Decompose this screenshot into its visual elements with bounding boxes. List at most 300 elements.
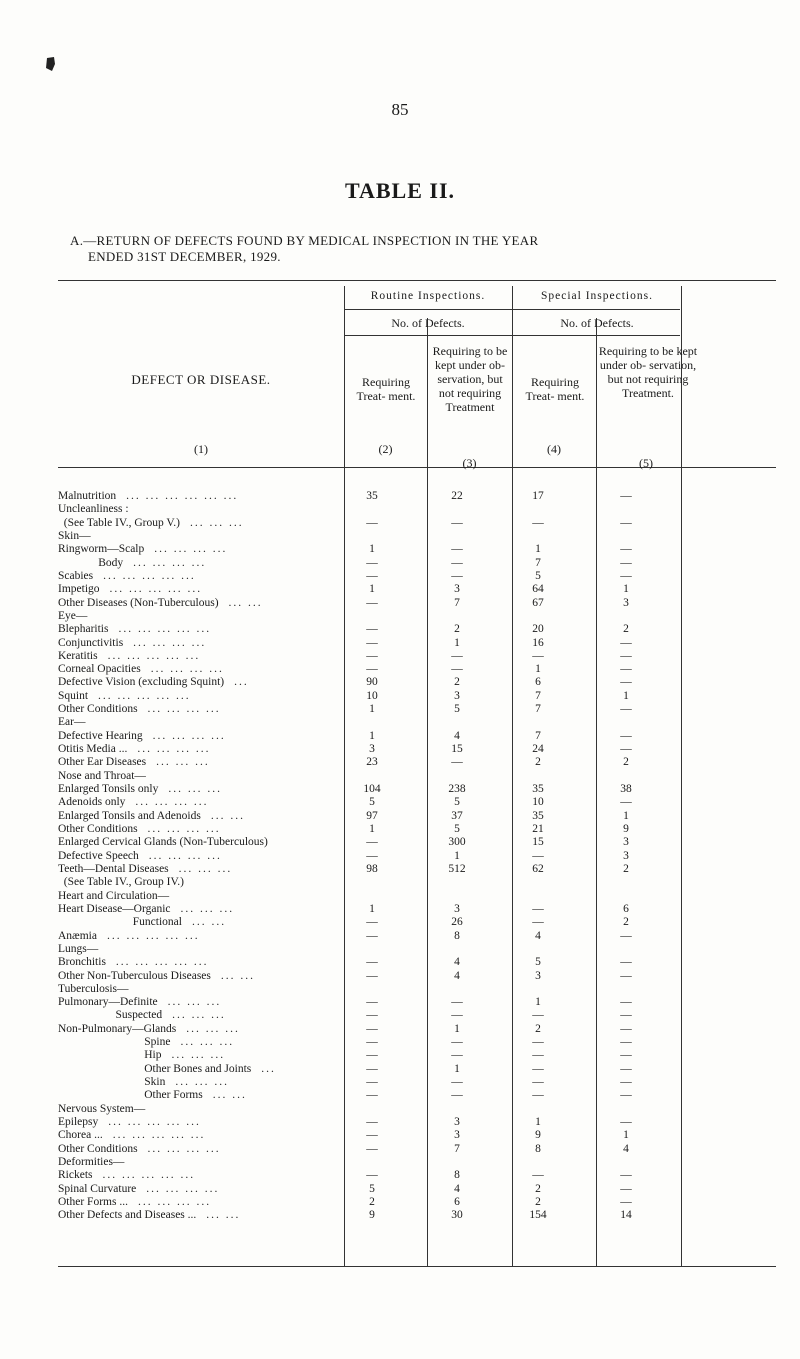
row-label-text: Other Diseases (Non-Tuberculous) xyxy=(58,596,219,609)
cell-col3: 3 xyxy=(454,1116,460,1129)
cell-col3: 8 xyxy=(454,929,460,942)
row-label-text: Tuberculosis— xyxy=(58,982,129,995)
col4-header: Requiring Treat- ment. xyxy=(525,375,585,403)
row-label xyxy=(58,1049,225,1061)
leader-dots: ... ... xyxy=(220,969,256,982)
cell-col4: 1 xyxy=(535,663,541,676)
row-label-text: Other Forms ... xyxy=(58,1195,128,1208)
leader-dots: ... ... ... ... ... xyxy=(115,956,209,969)
row-label-text: (See Table IV., Group V.) xyxy=(58,516,180,529)
cell-col2: 1 xyxy=(369,729,375,742)
table-row xyxy=(0,597,800,610)
row-label xyxy=(58,1143,221,1155)
cell-col4: 2 xyxy=(535,1022,541,1035)
cell-col2: 1 xyxy=(369,583,375,596)
leader-dots: ... ... ... ... xyxy=(147,1142,221,1155)
leader-dots: ... ... xyxy=(228,596,263,609)
leader-dots: ... ... ... ... xyxy=(135,796,209,809)
col2-header: Requiring Treat- ment. xyxy=(356,375,416,403)
cell-col2: 1 xyxy=(369,902,375,915)
leader-dots: ... ... ... xyxy=(167,996,222,1009)
cell-col4: — xyxy=(532,1062,544,1075)
cell-col4: 8 xyxy=(535,1142,541,1155)
table-row xyxy=(0,1023,800,1036)
row-label-text: Ringworm—Scalp xyxy=(58,543,145,556)
cell-col3: — xyxy=(451,663,463,676)
cell-col3: 4 xyxy=(454,1182,460,1195)
row-label xyxy=(58,1076,229,1088)
cell-col3: — xyxy=(451,569,463,582)
cell-col5: — xyxy=(620,729,632,742)
col1-number: (1) xyxy=(194,442,208,456)
row-label-text: Impetigo xyxy=(58,583,100,596)
leader-dots: ... ... ... xyxy=(186,1022,240,1035)
leader-dots: ... ... ... ... ... xyxy=(102,1169,196,1182)
row-label xyxy=(58,650,200,662)
cell-col2: — xyxy=(366,1009,378,1022)
page-title: TABLE II. xyxy=(344,178,456,203)
col4-number: (4) xyxy=(547,442,561,456)
cell-col2: 1 xyxy=(369,543,375,556)
table-row xyxy=(0,810,800,823)
cell-col3: 1 xyxy=(454,1062,460,1075)
cell-col4: 7 xyxy=(535,729,541,742)
leader-dots: ... ... ... ... xyxy=(133,556,207,569)
cell-col2: — xyxy=(366,1036,378,1049)
row-label xyxy=(58,503,129,515)
cell-col5: — xyxy=(620,1036,632,1049)
row-label-text: Malnutrition xyxy=(58,490,117,502)
row-label-text: Uncleanliness : xyxy=(58,503,129,516)
leader-dots: ... ... ... xyxy=(180,902,235,915)
table-row xyxy=(0,1089,800,1102)
leader-dots: ... ... ... xyxy=(180,1036,235,1049)
table-row xyxy=(0,850,800,863)
row-label-text: Other Conditions xyxy=(58,703,138,716)
table-row xyxy=(0,690,800,703)
table-row xyxy=(0,770,800,783)
row-label-text: Enlarged Tonsils only xyxy=(58,783,159,796)
row-label-text: Other Conditions xyxy=(58,823,138,835)
cell-col5: — xyxy=(620,1009,632,1022)
row-label-text: Epilepsy xyxy=(58,1116,99,1129)
cell-col5: 6 xyxy=(623,902,629,915)
defects-sub-rule-routine xyxy=(344,335,512,336)
page-number: 85 xyxy=(391,100,409,119)
table-row xyxy=(0,863,800,876)
row-label xyxy=(58,610,87,622)
table-row xyxy=(0,1076,800,1089)
leader-dots: ... xyxy=(234,676,249,689)
leader-dots: ... ... ... ... ... xyxy=(103,569,196,582)
cell-col2: — xyxy=(366,849,378,862)
leader-dots: ... ... ... ... xyxy=(146,1182,220,1195)
table-row xyxy=(0,1143,800,1156)
leader-dots: ... ... ... ... xyxy=(152,729,226,742)
table-row xyxy=(0,716,800,729)
row-label-text: Blepharitis xyxy=(58,623,109,636)
table-row xyxy=(0,983,800,996)
leader-dots: ... ... ... ... xyxy=(147,823,221,835)
row-label xyxy=(58,783,222,795)
row-label xyxy=(58,676,249,688)
cell-col2: 104 xyxy=(363,783,381,796)
cell-col5: — xyxy=(620,969,632,982)
row-label xyxy=(58,716,85,728)
row-label xyxy=(58,1116,201,1128)
cell-col3: — xyxy=(451,996,463,1009)
row-label xyxy=(58,1169,195,1181)
cell-col5: 1 xyxy=(623,809,629,822)
row-label xyxy=(58,703,221,715)
cell-col4: 17 xyxy=(532,490,544,502)
cell-col4: — xyxy=(532,1089,544,1102)
cell-col2: — xyxy=(366,996,378,1009)
cell-col5: — xyxy=(620,1182,632,1195)
row-label xyxy=(58,1089,247,1101)
table-row xyxy=(0,823,800,836)
row-label xyxy=(58,543,227,555)
cell-col3: 238 xyxy=(448,783,466,796)
cell-col4: 6 xyxy=(535,676,541,689)
cell-col2: — xyxy=(366,663,378,676)
routine-no-defects-header: No. of Defects. xyxy=(391,316,465,330)
cell-col4: 7 xyxy=(535,689,541,702)
cell-col4: 5 xyxy=(535,956,541,969)
row-label xyxy=(58,770,146,782)
table-row xyxy=(0,663,800,676)
table-row xyxy=(0,650,800,663)
row-label-text: Hip xyxy=(58,1049,162,1062)
cell-col3: 4 xyxy=(454,729,460,742)
cell-col3: — xyxy=(451,649,463,662)
row-label-text: Otitis Media ... xyxy=(58,743,128,756)
table-row xyxy=(0,543,800,556)
cell-col3: 7 xyxy=(454,1142,460,1155)
table-row xyxy=(0,916,800,929)
leader-dots: ... ... ... ... ... xyxy=(106,929,200,942)
row-label xyxy=(58,930,200,942)
leader-dots: ... ... ... ... ... xyxy=(98,689,191,702)
cell-col3: 2 xyxy=(454,623,460,636)
cell-col2: — xyxy=(366,596,378,609)
cell-col4: 2 xyxy=(535,756,541,769)
cell-col4: — xyxy=(532,1049,544,1062)
row-label xyxy=(58,916,226,928)
row-label xyxy=(58,850,222,862)
cell-col3: 15 xyxy=(451,743,463,756)
leader-dots: ... ... ... xyxy=(168,783,222,796)
cell-col2: — xyxy=(366,1062,378,1075)
cell-col2: — xyxy=(366,556,378,569)
row-label-text: Functional xyxy=(58,916,182,929)
row-label-text: Nervous System— xyxy=(58,1102,146,1115)
table-row xyxy=(0,930,800,943)
row-label xyxy=(58,983,129,995)
cell-col5: — xyxy=(620,556,632,569)
leader-dots: ... ... xyxy=(210,809,245,822)
leader-dots: ... ... ... ... xyxy=(133,636,207,649)
cell-col2: 1 xyxy=(369,823,375,835)
row-label-text: Heart and Circulation— xyxy=(58,889,170,902)
row-label xyxy=(58,903,234,915)
cell-col4: 20 xyxy=(532,623,544,636)
leader-dots: ... ... ... ... ... xyxy=(108,1116,201,1129)
cell-col4: 62 xyxy=(532,862,544,875)
row-label xyxy=(58,517,244,529)
cell-col5: 1 xyxy=(623,1129,629,1142)
cell-col5: — xyxy=(620,569,632,582)
row-label xyxy=(58,1103,145,1115)
cell-col5: — xyxy=(620,663,632,676)
cell-col4: — xyxy=(532,649,544,662)
col3-header: Requiring to be kept under ob- servation, but not requiring Treatment xyxy=(432,344,508,414)
leader-dots: ... ... xyxy=(206,1209,241,1222)
cell-col5: — xyxy=(620,1076,632,1089)
row-label-text: Other Bones and Joints xyxy=(58,1062,252,1075)
table-row xyxy=(0,1209,800,1222)
row-label-text: Conjunctivitis xyxy=(58,636,124,649)
cell-col3: 7 xyxy=(454,596,460,609)
leader-dots: ... ... ... xyxy=(189,516,244,529)
row-label xyxy=(58,796,209,808)
cell-col4: 3 xyxy=(535,969,541,982)
subtitle-line-1: A.—RETURN OF DEFECTS FOUND BY MEDICAL INSPECTION IN THE YEAR xyxy=(70,233,539,248)
cell-col3: 5 xyxy=(454,823,460,835)
cell-col2: 5 xyxy=(369,1182,375,1195)
cell-col3: 512 xyxy=(448,862,466,875)
row-label xyxy=(58,570,196,582)
cell-col4: 24 xyxy=(532,743,544,756)
row-label xyxy=(58,970,255,982)
col5-header: Requiring to be kept under ob- servation, but not requiring Treatment. xyxy=(598,344,698,400)
leader-dots: ... ... xyxy=(191,916,227,929)
cell-col3: 1 xyxy=(454,636,460,649)
cell-col3: — xyxy=(451,1076,463,1089)
row-label xyxy=(58,890,169,902)
special-inspections-header: Special Inspections. xyxy=(541,290,653,302)
leader-dots: ... ... ... ... xyxy=(137,743,211,756)
cell-col3: 26 xyxy=(451,916,463,929)
cell-col4: 154 xyxy=(529,1209,547,1222)
table-row xyxy=(0,1009,800,1022)
table-row xyxy=(0,530,800,543)
table-row xyxy=(0,970,800,983)
cell-col3: 5 xyxy=(454,796,460,809)
cell-col5: — xyxy=(620,1089,632,1102)
row-label-text: Lungs— xyxy=(58,942,99,955)
cell-col3: 6 xyxy=(454,1195,460,1208)
row-label-text: Nose and Throat— xyxy=(58,769,146,782)
table-row xyxy=(0,583,800,596)
cell-col2: — xyxy=(366,1022,378,1035)
table-row xyxy=(0,1183,800,1196)
cell-col4: 7 xyxy=(535,556,541,569)
cell-col3: 1 xyxy=(454,849,460,862)
cell-col2: — xyxy=(366,636,378,649)
cell-col2: — xyxy=(366,1049,378,1062)
row-label xyxy=(58,557,206,569)
cell-col2: 1 xyxy=(369,703,375,716)
table-row xyxy=(0,730,800,743)
cell-col5: — xyxy=(620,1116,632,1129)
cell-col3: 1 xyxy=(454,1022,460,1035)
row-label-text: Other Forms xyxy=(58,1089,203,1102)
row-label-text: Corneal Opacities xyxy=(58,663,141,676)
cell-col5: — xyxy=(620,956,632,969)
cell-col5: 9 xyxy=(623,823,629,835)
cell-col2: — xyxy=(366,1129,378,1142)
leader-dots: ... ... ... ... ... xyxy=(112,1129,206,1142)
cell-col3: 22 xyxy=(451,490,463,502)
cell-col5: — xyxy=(620,703,632,716)
row-label-text: Rickets xyxy=(58,1169,93,1182)
cell-col3: 5 xyxy=(454,703,460,716)
row-label xyxy=(58,876,184,888)
cell-col4: 1 xyxy=(535,996,541,1009)
row-label xyxy=(58,583,202,595)
cell-col2: 98 xyxy=(366,862,378,875)
routine-group-rule xyxy=(344,309,512,310)
leader-dots: ... ... ... ... xyxy=(137,1195,212,1208)
table-row xyxy=(0,1196,800,1209)
table-row xyxy=(0,503,800,516)
row-label xyxy=(58,1209,240,1221)
table-row xyxy=(0,623,800,636)
cell-col3: — xyxy=(451,1036,463,1049)
col2-number: (2) xyxy=(378,442,393,456)
row-label-text: Enlarged Tonsils and Adenoids xyxy=(58,809,201,822)
leader-dots: ... ... ... ... ... xyxy=(107,649,201,662)
cell-col2: 23 xyxy=(366,756,378,769)
table-row xyxy=(0,756,800,769)
leader-dots: ... ... ... xyxy=(175,1076,229,1089)
row-label xyxy=(58,663,224,675)
row-label xyxy=(58,1156,124,1168)
cell-col2: — xyxy=(366,1089,378,1102)
table-row xyxy=(0,570,800,583)
cell-col5: 3 xyxy=(623,596,629,609)
row-label-text: Chorea ... xyxy=(58,1129,103,1142)
row-label xyxy=(58,1063,276,1075)
cell-col2: 97 xyxy=(366,809,378,822)
row-label xyxy=(58,863,232,875)
leader-dots: ... ... ... ... xyxy=(148,849,222,862)
cell-col5: 38 xyxy=(620,783,632,796)
table-row xyxy=(0,996,800,1009)
row-label-text: Heart Disease—Organic xyxy=(58,902,171,915)
subtitle-line-2: ENDED 31ST DECEMBER, 1929. xyxy=(88,249,281,264)
row-label xyxy=(58,637,206,649)
cell-col3: 8 xyxy=(454,1169,460,1182)
row-label-text: Pulmonary—Definite xyxy=(58,996,158,1009)
row-label xyxy=(58,836,268,848)
cell-col3: 300 xyxy=(448,836,466,849)
row-label xyxy=(58,743,210,755)
cell-col4: 9 xyxy=(535,1129,541,1142)
cell-col4: — xyxy=(532,1009,544,1022)
special-no-defects-header: No. of Defects. xyxy=(560,316,634,330)
table-row xyxy=(0,943,800,956)
cell-col3: 30 xyxy=(451,1209,463,1222)
cell-col4: 5 xyxy=(535,569,541,582)
cell-col4: — xyxy=(532,1036,544,1049)
cell-col5: — xyxy=(620,490,632,502)
row-label-text: Bronchitis xyxy=(58,956,106,969)
table-row xyxy=(0,1129,800,1142)
leader-dots: ... ... ... xyxy=(156,756,210,769)
cell-col5: 3 xyxy=(623,849,629,862)
row-label xyxy=(58,623,211,635)
cell-col4: — xyxy=(532,1076,544,1089)
cell-col2: — xyxy=(366,929,378,942)
row-label-text: Other Non-Tuberculous Diseases xyxy=(58,969,211,982)
cell-col4: — xyxy=(532,849,544,862)
row-label-text: Squint xyxy=(58,689,89,702)
table-row xyxy=(0,1036,800,1049)
cell-col4: 67 xyxy=(532,596,544,609)
cell-col4: 1 xyxy=(535,1116,541,1129)
cell-col3: — xyxy=(451,1009,463,1022)
cell-col2: — xyxy=(366,569,378,582)
table-row xyxy=(0,557,800,570)
cell-col4: — xyxy=(532,916,544,929)
cell-col5: 3 xyxy=(623,836,629,849)
table-row xyxy=(0,836,800,849)
row-label xyxy=(58,530,91,542)
cell-col5: — xyxy=(620,676,632,689)
table-row xyxy=(0,743,800,756)
table-row xyxy=(0,903,800,916)
col3-number: (3) xyxy=(462,456,477,470)
cell-col2: — xyxy=(366,1169,378,1182)
table-row xyxy=(0,490,800,503)
cell-col2: 2 xyxy=(369,1195,375,1208)
cell-col5: — xyxy=(620,543,632,556)
cell-col5: — xyxy=(620,1062,632,1075)
row-label-text: Skin— xyxy=(58,529,91,542)
cell-col4: 35 xyxy=(532,783,544,796)
row-label-text: Anæmia xyxy=(58,929,97,942)
cell-col4: — xyxy=(532,902,544,915)
cell-col5: — xyxy=(620,516,632,529)
table-row xyxy=(0,1063,800,1076)
row-label-text: Ear— xyxy=(58,716,86,729)
table-row xyxy=(0,517,800,530)
cell-col2: 90 xyxy=(366,676,378,689)
cell-col5: — xyxy=(620,796,632,809)
row-label-text: Body xyxy=(58,556,124,569)
routine-inspections-header: Routine Inspections. xyxy=(370,290,486,302)
row-label xyxy=(58,823,221,835)
leader-dots: ... ... ... xyxy=(171,1049,226,1062)
row-label-text: Keratitis xyxy=(58,649,98,662)
cell-col2: 3 xyxy=(369,743,375,756)
cell-col3: 4 xyxy=(454,956,460,969)
row-label xyxy=(58,1183,219,1195)
row-label-text: Enlarged Cervical Glands (Non-Tuberculous) xyxy=(58,836,268,849)
row-label-text: Defective Vision (excluding Squint) xyxy=(58,676,225,689)
leader-dots: ... ... ... ... xyxy=(154,543,228,556)
cell-col4: 64 xyxy=(532,583,544,596)
cell-col5: — xyxy=(620,1169,632,1182)
row-label-text: Other Defects and Diseases ... xyxy=(58,1209,197,1222)
row-label-text: Teeth—Dental Diseases xyxy=(58,862,169,875)
cell-col3: — xyxy=(451,543,463,556)
leader-dots: ... ... ... xyxy=(178,862,233,875)
row-label-text: Adenoids only xyxy=(58,796,126,809)
row-label-text: Spine xyxy=(58,1036,171,1049)
